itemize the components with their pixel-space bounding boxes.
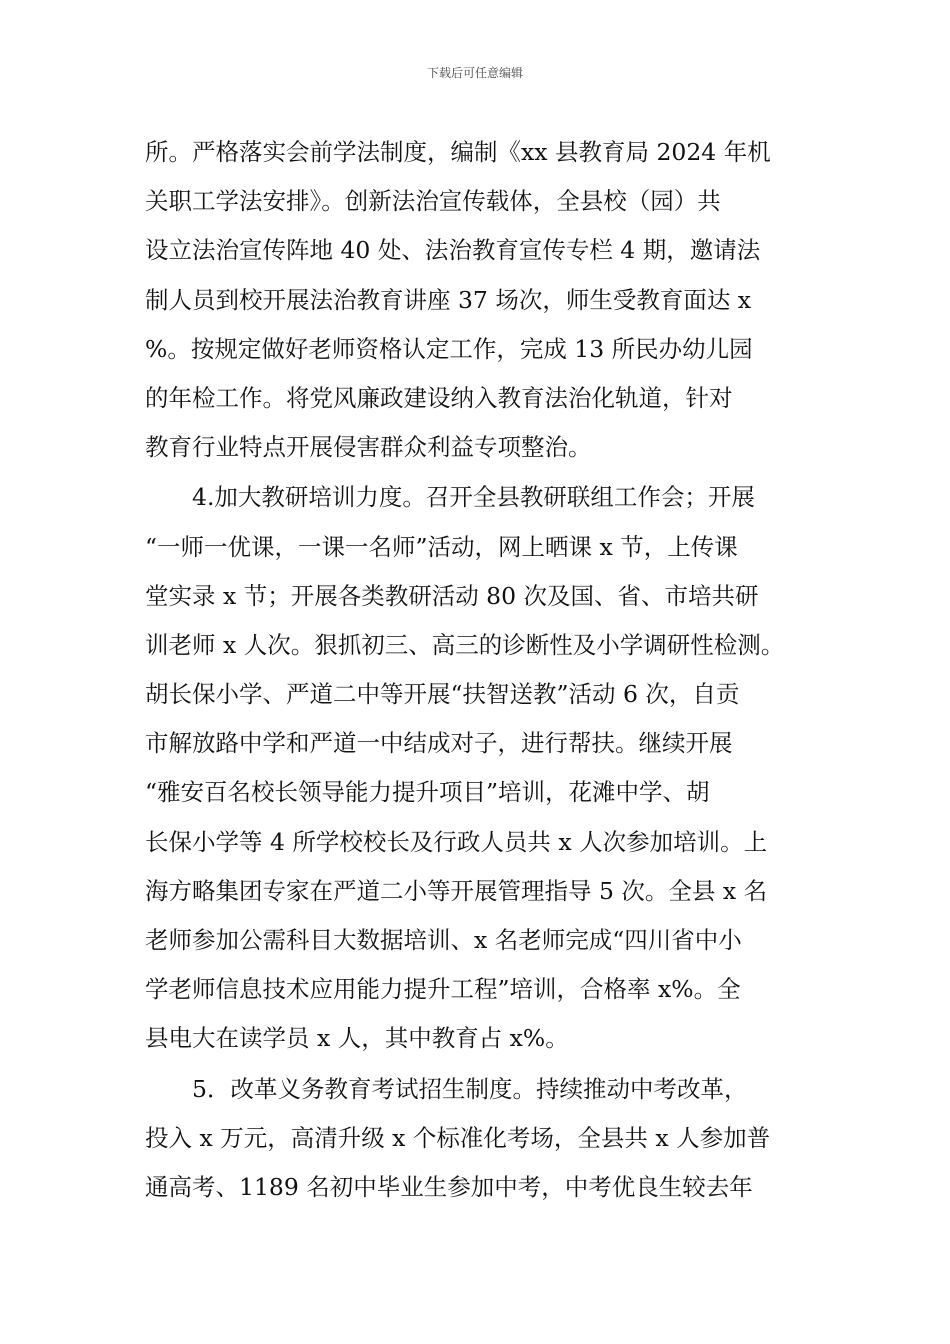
text-line: 堂实录 x 节；开展各类教研活动 80 次及国、省、市培共研 — [145, 581, 759, 610]
text-line: 长保小学等 4 所学校校长及行政人员共 x 人次参加培训。上 — [145, 827, 768, 856]
text-line: 教育行业特点开展侵害群众利益专项整治。 — [145, 433, 592, 462]
text-line: 市解放路中学和严道一中结成对子，进行帮扶。继续开展 — [145, 729, 733, 758]
text-line: 海方略集团专家在严道二小等开展管理指导 5 次。全县 x 名 — [145, 876, 768, 905]
text-line: 胡长保小学、严道二中等开展“扶智送教”活动 6 次，自贡 — [145, 680, 740, 709]
text-line: 的年检工作。将党风廉政建设纳入教育法治化轨道，针对 — [145, 383, 733, 412]
text-line: 学老师信息技术应用能力提升工程”培训，合格率 x%。全 — [145, 975, 741, 1004]
page-header: 下载后可任意编辑 — [426, 66, 523, 80]
text-line: 关职工学法安排》。创新法治宣传载体，全县校（园）共 — [145, 187, 721, 216]
paragraph-5-first-line: 5．改革义务教育考试招生制度。持续推动中考改革， — [192, 1074, 748, 1103]
text-line: %。按规定做好老师资格认定工作，完成 13 所民办幼儿园 — [145, 334, 753, 363]
document-body — [145, 128, 835, 1212]
text-line: 老师参加公需科目大数据培训、x 名老师完成“四川省中小 — [145, 926, 742, 954]
text-line: “雅安百名校长领导能力提升项目”培训，花滩中学、胡 — [145, 778, 710, 807]
paragraph-4-first-line: 4.加大教研培训力度。召开全县教研联组工作会；开展 — [192, 483, 755, 512]
text-line: 训老师 x 人次。狠抓初三、高三的诊断性及小学调研性检测。 — [145, 630, 785, 659]
text-line: “一师一优课，一课一名师”活动，网上晒课 x 节，上传课 — [145, 532, 738, 561]
text-line: 通高考、1189 名初中毕业生参加中考，中考优良生较去年 — [145, 1172, 753, 1201]
text-line: 制人员到校开展法治教育讲座 37 场次，师生受教育面达 x — [145, 285, 752, 314]
text-line: 投入 x 万元，高清升级 x 个标准化考场，全县共 x 人参加普 — [145, 1123, 771, 1152]
text-line: 设立法治宣传阵地 40 处、法治教育宣传专栏 4 期，邀请法 — [145, 236, 761, 265]
text-line: 所。严格落实会前学法制度，编制《xx 县教育局 2024 年机 — [145, 138, 771, 166]
text-line: 县电大在读学员 x 人，其中教育占 x%。 — [145, 1024, 569, 1053]
